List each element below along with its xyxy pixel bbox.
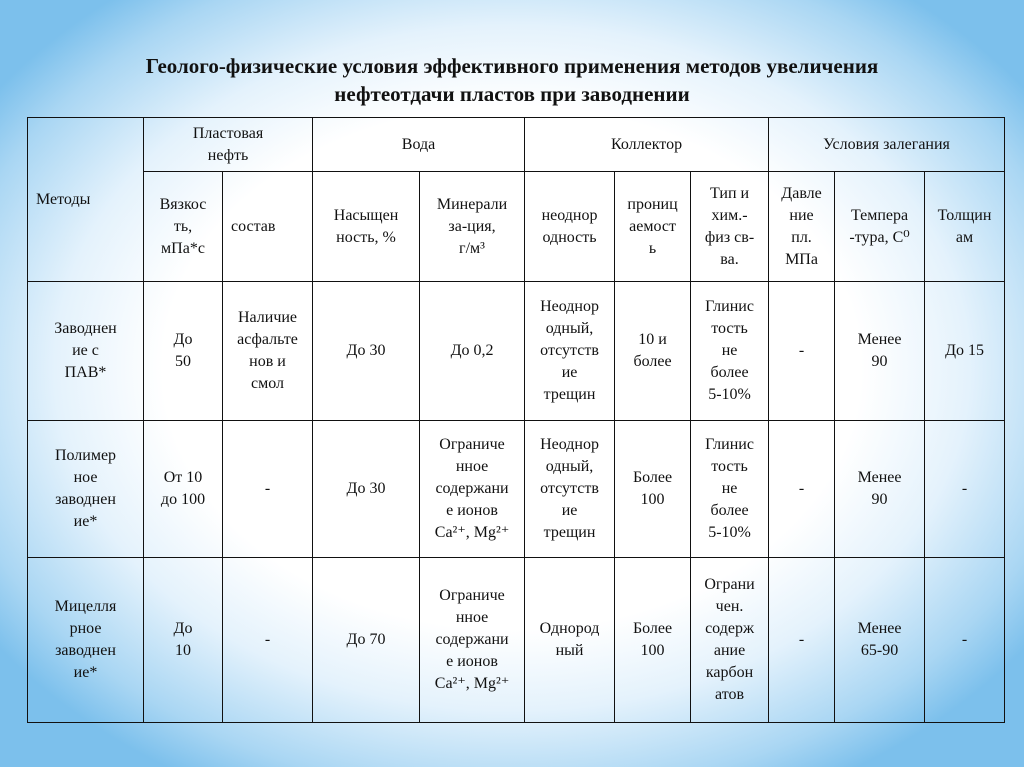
header-group-oil: Пластовая нефть (144, 118, 313, 172)
slide-title: Геолого-физические условия эффективного применения методов увеличения нефтеотдачи пластов при заводнении (145, 54, 879, 106)
header-column: неоднор одность (525, 172, 615, 282)
table-cell: - (769, 282, 835, 421)
table-cell: - (925, 558, 1005, 723)
header-methods: Методы (28, 118, 144, 282)
header-column: Минерали за-ция, г/м³ (420, 172, 525, 282)
table-cell: Глинис тость не более 5-10% (691, 282, 769, 421)
method-name: Мицелля рное заводнен ие* (28, 558, 144, 723)
header-column: состав (223, 172, 313, 282)
header-column: Вязкос ть, мПа*с (144, 172, 223, 282)
table-cell: До 50 (144, 282, 223, 421)
table-cell: Ограниче нное содержани е ионов Ca²⁺, Mg²⁺ (420, 421, 525, 558)
table-cell: Ограниче нное содержани е ионов Ca²⁺, Mg²⁺ (420, 558, 525, 723)
table-cell: Менее 65-90 (835, 558, 925, 723)
header-row-groups (28, 118, 1005, 172)
table-cell: До 10 (144, 558, 223, 723)
table-cell: Наличие асфальте нов и смол (223, 282, 313, 421)
header-group-collector: Коллектор (525, 118, 769, 172)
table-cell: - (223, 558, 313, 723)
header-column: Толщин ам (925, 172, 1005, 282)
header-group-water: Вода (313, 118, 525, 172)
methods-table (27, 117, 1005, 723)
table-cell: До 30 (313, 421, 420, 558)
table-cell: - (769, 421, 835, 558)
table-cell: Глинис тость не более 5-10% (691, 421, 769, 558)
header-column: Темпера -тура, С⁰ (835, 172, 925, 282)
table-cell: - (223, 421, 313, 558)
method-name: Заводнен ие с ПАВ* (28, 282, 144, 421)
header-column: прониц аемост ь (615, 172, 691, 282)
header-column: Давле ние пл. МПа (769, 172, 835, 282)
table-cell: До 30 (313, 282, 420, 421)
header-group-conditions: Условия залегания (769, 118, 1005, 172)
table-cell: Менее 90 (835, 421, 925, 558)
header-row-columns (28, 172, 1005, 282)
table-cell: Неоднор одный, отсутств ие трещин (525, 282, 615, 421)
table-cell: До 70 (313, 558, 420, 723)
table-row (28, 558, 1005, 723)
table-cell: Более 100 (615, 421, 691, 558)
table-cell: Менее 90 (835, 282, 925, 421)
table-cell: Неоднор одный, отсутств ие трещин (525, 421, 615, 558)
table-cell: От 10 до 100 (144, 421, 223, 558)
table-cell: Однород ный (525, 558, 615, 723)
table-cell: Более 100 (615, 558, 691, 723)
table-row (28, 421, 1005, 558)
table-cell: - (769, 558, 835, 723)
table-cell: До 0,2 (420, 282, 525, 421)
table-row (28, 282, 1005, 421)
table-cell: До 15 (925, 282, 1005, 421)
header-column: Тип и хим.- физ св- ва. (691, 172, 769, 282)
method-name: Полимер ное заводнен ие* (28, 421, 144, 558)
table-cell: 10 и более (615, 282, 691, 421)
header-column: Насыщен ность, % (313, 172, 420, 282)
table-cell: - (925, 421, 1005, 558)
table-cell: Ограни чен. содерж ание карбон атов (691, 558, 769, 723)
